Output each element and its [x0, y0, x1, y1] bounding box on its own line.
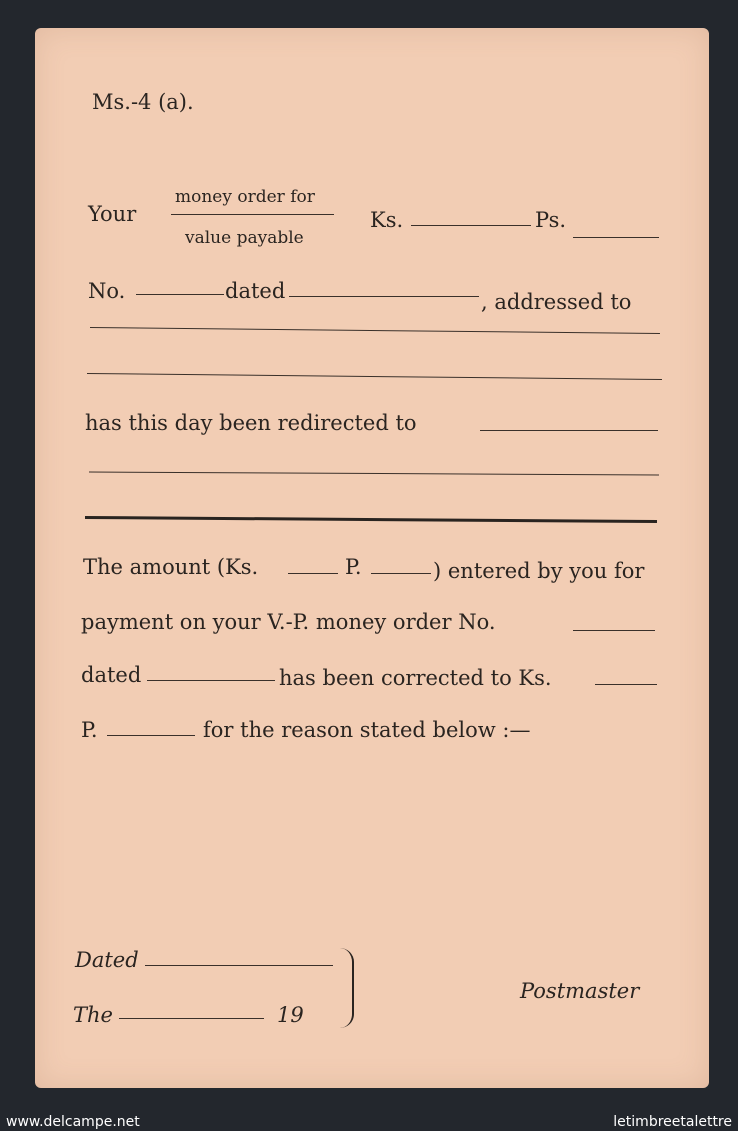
postmaster-label: Postmaster	[520, 979, 640, 1003]
reason-label: for the reason stated below :—	[203, 718, 531, 742]
p-label: P.	[81, 718, 98, 742]
amount-p-blank	[371, 573, 431, 574]
postal-form-card	[35, 28, 709, 1088]
dated2-label: dated	[81, 663, 142, 687]
corrected-ks-blank	[595, 684, 657, 685]
form-code: Ms.-4 (a).	[92, 90, 194, 114]
brace-shape	[340, 948, 354, 1028]
sign-the-label: The	[73, 1003, 113, 1027]
address-blank-1	[90, 327, 660, 334]
fraction-line	[171, 214, 334, 215]
address-blank-2	[87, 373, 662, 380]
payment-line-label: payment on your V.-P. money order No.	[81, 610, 496, 634]
ps-blank	[573, 237, 659, 238]
sign-the-blank	[119, 1018, 264, 1019]
watermark-bar	[0, 1112, 738, 1131]
watermark-right: letimbreetalettre	[613, 1113, 732, 1130]
p-blank	[107, 735, 195, 736]
sign-year-label: 19	[277, 1003, 304, 1027]
dated2-blank	[147, 680, 275, 681]
dated-blank	[289, 296, 479, 297]
addressed-to-label: , addressed to	[481, 290, 632, 314]
amount-ks-blank	[288, 573, 338, 574]
dated-label: dated	[225, 279, 286, 303]
amount-p-label: P.	[345, 555, 362, 579]
value-payable-label: value payable	[185, 228, 304, 248]
ps-label: Ps.	[535, 208, 567, 232]
ks-blank	[411, 225, 531, 226]
watermark-left: www.delcampe.net	[6, 1113, 140, 1130]
mo-no-blank	[573, 630, 655, 631]
redirected-label: has this day been redirected to	[85, 411, 417, 435]
sign-dated-blank	[145, 965, 333, 966]
entered-label: ) entered by you for	[433, 559, 645, 583]
your-label: Your	[88, 202, 137, 226]
sign-dated-label: Dated	[75, 948, 139, 972]
no-blank	[136, 294, 224, 295]
amount-label: The amount (Ks.	[83, 555, 259, 579]
section-divider	[85, 516, 657, 523]
money-order-for-label: money order for	[175, 187, 315, 207]
redirect-blank-2	[89, 472, 659, 476]
no-label: No.	[88, 279, 126, 303]
corrected-label: has been corrected to Ks.	[279, 666, 552, 690]
redirected-blank	[480, 430, 658, 431]
ks-label: Ks.	[370, 208, 404, 232]
